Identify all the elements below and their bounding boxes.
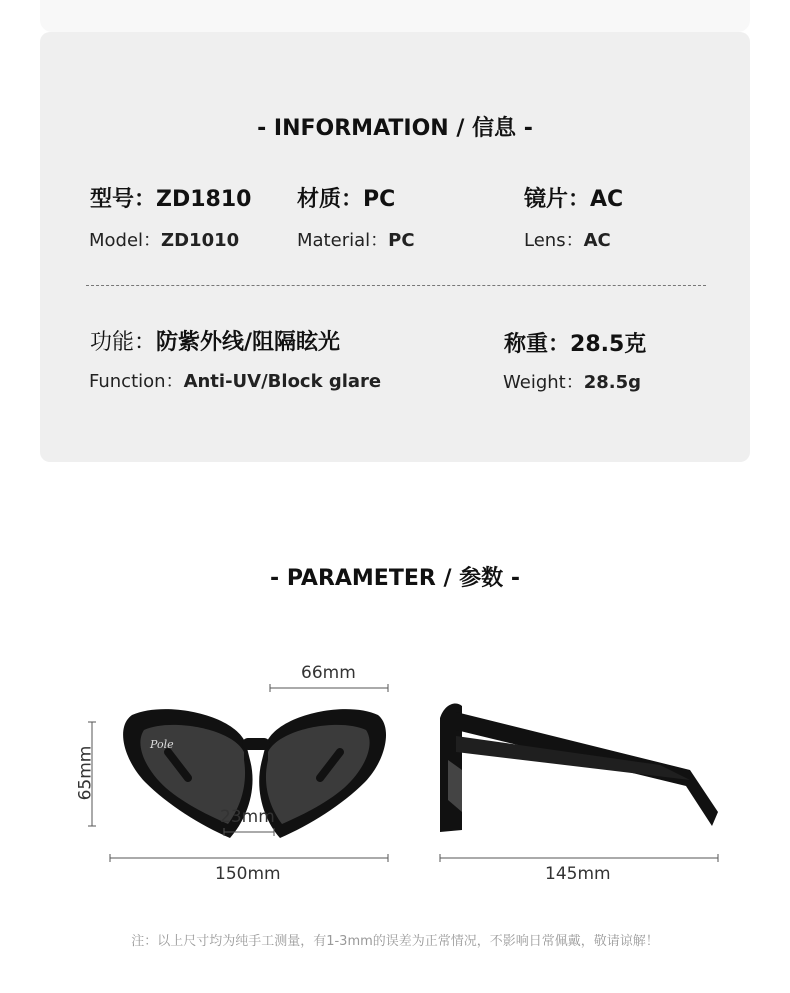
lens-height-label: 65mm <box>75 745 96 801</box>
lens-width-label: 66mm <box>301 663 356 683</box>
frame-width-label: 150mm <box>215 864 281 884</box>
weight-en: Weight：28.5g <box>503 372 642 393</box>
lens-cn: 镜片：AC <box>524 187 624 212</box>
side-view-glasses <box>440 703 718 832</box>
bridge-width-label: 23mm <box>220 807 275 827</box>
temple-length-label: 145mm <box>545 864 611 884</box>
material-cn: 材质：PC <box>297 187 396 212</box>
measurement-note: 注：以上尺寸均为纯手工测量，有1-3mm的误差为正常情况，不影响日常佩戴，敬请谅解！ <box>131 934 659 949</box>
lens-en: Lens：AC <box>524 230 611 251</box>
model-cn: 型号：ZD1810 <box>90 187 252 212</box>
material-en: Material：PC <box>297 230 415 251</box>
model-en: Model：ZD1010 <box>89 230 240 251</box>
frame-brand-print: Pole <box>150 738 174 751</box>
weight-cn: 称重：28.5克 <box>504 332 647 357</box>
information-title: - INFORMATION / 信息 - <box>257 116 533 141</box>
function-en: Function：Anti-UV/Block glare <box>89 371 382 392</box>
function-cn: 功能：防紫外线/阻隔眩光 <box>90 330 341 355</box>
parameter-title: - PARAMETER / 参数 - <box>270 566 520 591</box>
